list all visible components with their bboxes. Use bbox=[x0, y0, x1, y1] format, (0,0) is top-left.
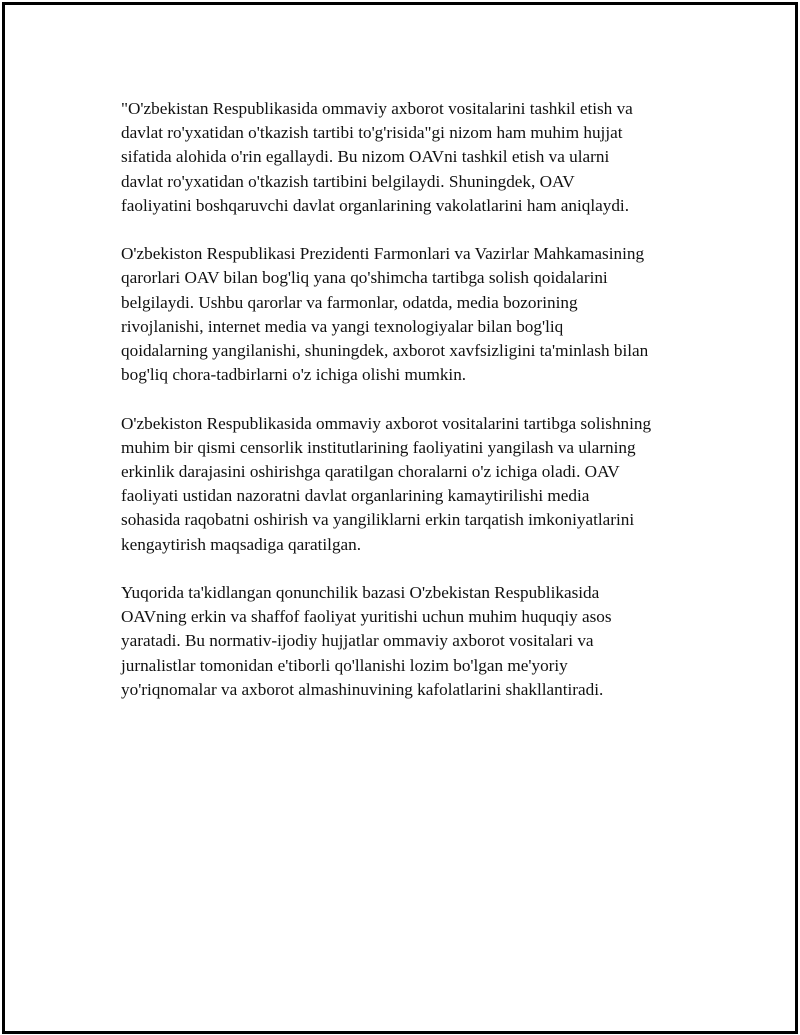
text-line: davlat ro'yxatidan o'tkazish tartibini belgilaydi. Shuningdek, OAV bbox=[121, 171, 575, 191]
document-body bbox=[121, 97, 701, 726]
text-line: sifatida alohida o'rin egallaydi. Bu nizom OAVni tashkil etish va ularni bbox=[121, 147, 610, 167]
text-line: kengaytirish maqsadiga qaratilgan. bbox=[121, 534, 362, 554]
text-line: jurnalistlar tomonidan e'tiborli qo'llanishi lozim bo'lgan me'yoriy bbox=[121, 655, 568, 675]
text-line: bog'liq chora-tadbirlarni o'z ichiga olishi mumkin. bbox=[121, 365, 467, 385]
text-line: "O'zbekistan Respublikasida ommaviy axborot vositalarini tashkil etish va bbox=[121, 99, 633, 118]
paragraph-4 bbox=[121, 581, 701, 702]
text-line: belgilaydi. Ushbu qarorlar va farmonlar, odatda, media bozorining bbox=[121, 292, 578, 312]
text-line: rivojlanishi, internet media va yangi texnologiyalar bilan bog'liq bbox=[121, 316, 564, 336]
text-line: OAVning erkin va shaffof faoliyat yuritishi uchun muhim huquqiy asos bbox=[121, 607, 612, 627]
text-line: O'zbekiston Respublikasida ommaviy axborot vositalarini tartibga solishning bbox=[121, 413, 652, 433]
text-line: davlat ro'yxatidan o'tkazish tartibi to'g'risida"gi nizom ham muhim hujjat bbox=[121, 123, 623, 143]
text-line: faoliyatini boshqaruvchi davlat organlarining vakolatlarini ham aniqlaydi. bbox=[121, 195, 630, 215]
text-line: Yuqorida ta'kidlangan qonunchilik bazasi O'zbekistan Respublikasida bbox=[121, 583, 600, 603]
document-page bbox=[2, 2, 798, 1034]
text-line: qoidalarning yangilanishi, shuningdek, axborot xavfsizligini ta'minlash bilan bbox=[121, 341, 649, 361]
text-line: sohasida raqobatni oshirish va yangiliklarni erkin tarqatish imkoniyatlarini bbox=[121, 510, 635, 530]
text-line: erkinlik darajasini oshirishga qaratilgan choralarni o'z ichiga oladi. OAV bbox=[121, 462, 620, 482]
text-line: muhim bir qismi censorlik institutlarining faoliyatini yangilash va ularning bbox=[121, 437, 636, 457]
paragraph-1 bbox=[121, 97, 701, 218]
text-line: O'zbekiston Respublikasi Prezidenti Farmonlari va Vazirlar Mahkamasining bbox=[121, 244, 645, 264]
text-line: yaratadi. Bu normativ-ijodiy hujjatlar ommaviy axborot vositalari va bbox=[121, 631, 594, 651]
text-line: faoliyati ustidan nazoratni davlat organlarining kamaytirilishi media bbox=[121, 486, 590, 506]
text-line: qarorlari OAV bilan bog'liq yana qo'shimcha tartibga solish qoidalarini bbox=[121, 268, 608, 288]
paragraph-3 bbox=[121, 412, 701, 557]
paragraph-2 bbox=[121, 242, 701, 387]
text-line: yo'riqnomalar va axborot almashinuvining kafolatlarini shakllantiradi. bbox=[121, 679, 604, 699]
